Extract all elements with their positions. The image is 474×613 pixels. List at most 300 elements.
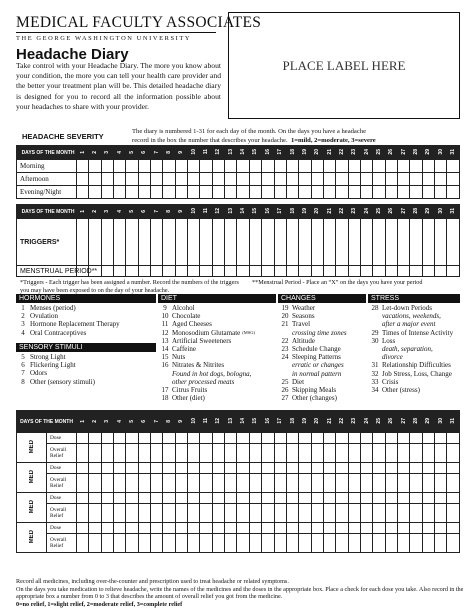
severity-cell-day-3[interactable] [101, 160, 113, 173]
dose-cell-day-2[interactable] [89, 493, 101, 504]
severity-cell-day-28[interactable] [410, 186, 422, 199]
dose-cell-day-18[interactable] [286, 463, 298, 474]
dose-cell-day-19[interactable] [299, 433, 311, 444]
trigger-cell-day-23[interactable] [348, 219, 360, 266]
dose-cell-day-4[interactable] [114, 463, 126, 474]
severity-cell-day-6[interactable] [138, 160, 150, 173]
severity-cell-day-20[interactable] [311, 160, 323, 173]
dose-cell-day-8[interactable] [163, 493, 175, 504]
severity-cell-day-14[interactable] [237, 186, 249, 199]
severity-cell-day-5[interactable] [126, 186, 138, 199]
dose-cell-day-27[interactable] [397, 523, 409, 534]
dose-cell-day-10[interactable] [188, 493, 200, 504]
dose-cell-day-11[interactable] [200, 433, 212, 444]
severity-cell-day-7[interactable] [151, 186, 163, 199]
severity-cell-day-14[interactable] [237, 160, 249, 173]
dose-cell-day-26[interactable] [385, 433, 397, 444]
relief-cell-day-12[interactable] [212, 444, 224, 463]
relief-cell-day-30[interactable] [434, 504, 446, 523]
dose-cell-day-27[interactable] [397, 463, 409, 474]
trigger-cell-day-22[interactable] [336, 219, 348, 266]
menstrual-cell-day-15[interactable] [249, 266, 261, 277]
relief-cell-day-4[interactable] [114, 444, 126, 463]
severity-cell-day-11[interactable] [200, 186, 212, 199]
severity-cell-day-18[interactable] [286, 173, 298, 186]
menstrual-cell-day-22[interactable] [336, 266, 348, 277]
severity-cell-day-3[interactable] [101, 173, 113, 186]
dose-cell-day-24[interactable] [360, 493, 372, 504]
menstrual-cell-day-26[interactable] [385, 266, 397, 277]
relief-cell-day-10[interactable] [188, 444, 200, 463]
dose-cell-day-9[interactable] [175, 493, 187, 504]
relief-cell-day-12[interactable] [212, 534, 224, 553]
severity-cell-day-13[interactable] [225, 173, 237, 186]
dose-cell-day-16[interactable] [262, 463, 274, 474]
dose-cell-day-13[interactable] [225, 493, 237, 504]
dose-cell-day-15[interactable] [249, 523, 261, 534]
trigger-cell-day-11[interactable] [200, 219, 212, 266]
relief-cell-day-20[interactable] [311, 534, 323, 553]
dose-cell-day-5[interactable] [126, 463, 138, 474]
menstrual-cell-day-24[interactable] [360, 266, 372, 277]
relief-cell-day-17[interactable] [274, 504, 286, 523]
dose-cell-day-21[interactable] [323, 493, 335, 504]
dose-cell-day-15[interactable] [249, 493, 261, 504]
dose-cell-day-13[interactable] [225, 433, 237, 444]
relief-cell-day-28[interactable] [410, 534, 422, 553]
relief-cell-day-26[interactable] [385, 444, 397, 463]
dose-cell-day-4[interactable] [114, 493, 126, 504]
relief-cell-day-5[interactable] [126, 534, 138, 553]
severity-cell-day-11[interactable] [200, 173, 212, 186]
menstrual-cell-day-30[interactable] [434, 266, 446, 277]
relief-cell-day-23[interactable] [348, 534, 360, 553]
trigger-cell-day-18[interactable] [286, 219, 298, 266]
dose-cell-day-10[interactable] [188, 433, 200, 444]
relief-cell-day-31[interactable] [447, 444, 460, 463]
dose-cell-day-24[interactable] [360, 523, 372, 534]
relief-cell-day-25[interactable] [373, 504, 385, 523]
relief-cell-day-15[interactable] [249, 534, 261, 553]
relief-cell-day-10[interactable] [188, 474, 200, 493]
menstrual-cell-day-17[interactable] [274, 266, 286, 277]
dose-cell-day-1[interactable] [77, 493, 89, 504]
relief-cell-day-3[interactable] [101, 534, 113, 553]
dose-cell-day-7[interactable] [151, 433, 163, 444]
relief-cell-day-28[interactable] [410, 444, 422, 463]
menstrual-cell-day-12[interactable] [212, 266, 224, 277]
severity-cell-day-30[interactable] [434, 173, 446, 186]
dose-cell-day-25[interactable] [373, 493, 385, 504]
severity-cell-day-29[interactable] [422, 173, 434, 186]
relief-cell-day-3[interactable] [101, 474, 113, 493]
menstrual-cell-day-10[interactable] [188, 266, 200, 277]
relief-cell-day-9[interactable] [175, 534, 187, 553]
severity-cell-day-4[interactable] [114, 186, 126, 199]
trigger-cell-day-25[interactable] [373, 219, 385, 266]
relief-cell-day-11[interactable] [200, 444, 212, 463]
severity-cell-day-15[interactable] [249, 173, 261, 186]
dose-cell-day-5[interactable] [126, 523, 138, 534]
relief-cell-day-27[interactable] [397, 444, 409, 463]
relief-cell-day-26[interactable] [385, 534, 397, 553]
severity-cell-day-26[interactable] [385, 173, 397, 186]
severity-cell-day-29[interactable] [422, 160, 434, 173]
dose-cell-day-20[interactable] [311, 463, 323, 474]
dose-cell-day-20[interactable] [311, 433, 323, 444]
menstrual-cell-day-13[interactable] [225, 266, 237, 277]
severity-cell-day-30[interactable] [434, 160, 446, 173]
dose-cell-day-7[interactable] [151, 493, 163, 504]
dose-cell-day-17[interactable] [274, 523, 286, 534]
dose-cell-day-12[interactable] [212, 523, 224, 534]
relief-cell-day-4[interactable] [114, 504, 126, 523]
relief-cell-day-27[interactable] [397, 534, 409, 553]
menstrual-cell-day-11[interactable] [200, 266, 212, 277]
severity-cell-day-16[interactable] [262, 160, 274, 173]
severity-cell-day-9[interactable] [175, 160, 187, 173]
trigger-cell-day-17[interactable] [274, 219, 286, 266]
dose-cell-day-31[interactable] [447, 493, 460, 504]
dose-cell-day-3[interactable] [101, 493, 113, 504]
relief-cell-day-24[interactable] [360, 444, 372, 463]
relief-cell-day-11[interactable] [200, 534, 212, 553]
menstrual-cell-day-28[interactable] [410, 266, 422, 277]
relief-cell-day-13[interactable] [225, 534, 237, 553]
dose-cell-day-29[interactable] [422, 493, 434, 504]
severity-cell-day-24[interactable] [360, 160, 372, 173]
dose-cell-day-25[interactable] [373, 463, 385, 474]
relief-cell-day-18[interactable] [286, 474, 298, 493]
relief-cell-day-22[interactable] [336, 534, 348, 553]
relief-cell-day-15[interactable] [249, 504, 261, 523]
relief-cell-day-21[interactable] [323, 534, 335, 553]
trigger-cell-day-20[interactable] [311, 219, 323, 266]
relief-cell-day-4[interactable] [114, 534, 126, 553]
relief-cell-day-25[interactable] [373, 474, 385, 493]
trigger-cell-day-26[interactable] [385, 219, 397, 266]
dose-cell-day-24[interactable] [360, 433, 372, 444]
trigger-cell-day-3[interactable] [101, 219, 113, 266]
trigger-cell-day-10[interactable] [188, 219, 200, 266]
dose-cell-day-1[interactable] [77, 523, 89, 534]
dose-cell-day-29[interactable] [422, 433, 434, 444]
dose-cell-day-2[interactable] [89, 433, 101, 444]
relief-cell-day-1[interactable] [77, 444, 89, 463]
relief-cell-day-9[interactable] [175, 504, 187, 523]
trigger-cell-day-29[interactable] [422, 219, 434, 266]
severity-cell-day-19[interactable] [299, 186, 311, 199]
dose-cell-day-17[interactable] [274, 493, 286, 504]
trigger-cell-day-31[interactable] [447, 219, 460, 266]
dose-cell-day-9[interactable] [175, 433, 187, 444]
relief-cell-day-30[interactable] [434, 534, 446, 553]
med-name-field[interactable] [17, 433, 47, 463]
dose-cell-day-19[interactable] [299, 493, 311, 504]
dose-cell-day-28[interactable] [410, 523, 422, 534]
menstrual-cell-day-3[interactable] [101, 266, 113, 277]
dose-cell-day-2[interactable] [89, 523, 101, 534]
relief-cell-day-19[interactable] [299, 444, 311, 463]
relief-cell-day-5[interactable] [126, 444, 138, 463]
trigger-cell-day-24[interactable] [360, 219, 372, 266]
menstrual-cell-day-5[interactable] [126, 266, 138, 277]
relief-cell-day-3[interactable] [101, 504, 113, 523]
relief-cell-day-5[interactable] [126, 474, 138, 493]
severity-cell-day-2[interactable] [89, 160, 101, 173]
relief-cell-day-21[interactable] [323, 504, 335, 523]
dose-cell-day-15[interactable] [249, 463, 261, 474]
severity-cell-day-7[interactable] [151, 173, 163, 186]
dose-cell-day-26[interactable] [385, 523, 397, 534]
dose-cell-day-14[interactable] [237, 463, 249, 474]
dose-cell-day-17[interactable] [274, 433, 286, 444]
dose-cell-day-6[interactable] [138, 523, 150, 534]
dose-cell-day-9[interactable] [175, 523, 187, 534]
trigger-cell-day-5[interactable] [126, 219, 138, 266]
severity-cell-day-12[interactable] [212, 186, 224, 199]
severity-cell-day-18[interactable] [286, 160, 298, 173]
relief-cell-day-11[interactable] [200, 504, 212, 523]
relief-cell-day-29[interactable] [422, 534, 434, 553]
dose-cell-day-20[interactable] [311, 493, 323, 504]
severity-cell-day-30[interactable] [434, 186, 446, 199]
relief-cell-day-21[interactable] [323, 474, 335, 493]
severity-cell-day-15[interactable] [249, 160, 261, 173]
relief-cell-day-13[interactable] [225, 474, 237, 493]
menstrual-cell-day-18[interactable] [286, 266, 298, 277]
relief-cell-day-18[interactable] [286, 444, 298, 463]
severity-cell-day-1[interactable] [77, 186, 89, 199]
severity-cell-day-9[interactable] [175, 173, 187, 186]
severity-cell-day-11[interactable] [200, 160, 212, 173]
relief-cell-day-17[interactable] [274, 474, 286, 493]
relief-cell-day-16[interactable] [262, 474, 274, 493]
dose-cell-day-29[interactable] [422, 463, 434, 474]
severity-cell-day-16[interactable] [262, 186, 274, 199]
dose-cell-day-25[interactable] [373, 433, 385, 444]
trigger-cell-day-30[interactable] [434, 219, 446, 266]
relief-cell-day-22[interactable] [336, 474, 348, 493]
relief-cell-day-14[interactable] [237, 474, 249, 493]
trigger-cell-day-12[interactable] [212, 219, 224, 266]
relief-cell-day-20[interactable] [311, 444, 323, 463]
trigger-cell-day-1[interactable] [77, 219, 89, 266]
dose-cell-day-6[interactable] [138, 433, 150, 444]
severity-cell-day-21[interactable] [323, 173, 335, 186]
dose-cell-day-1[interactable] [77, 463, 89, 474]
severity-cell-day-25[interactable] [373, 173, 385, 186]
relief-cell-day-26[interactable] [385, 474, 397, 493]
relief-cell-day-22[interactable] [336, 444, 348, 463]
dose-cell-day-3[interactable] [101, 463, 113, 474]
dose-cell-day-3[interactable] [101, 523, 113, 534]
relief-cell-day-31[interactable] [447, 474, 460, 493]
severity-cell-day-18[interactable] [286, 186, 298, 199]
severity-cell-day-23[interactable] [348, 173, 360, 186]
severity-cell-day-23[interactable] [348, 186, 360, 199]
dose-cell-day-14[interactable] [237, 433, 249, 444]
severity-cell-day-22[interactable] [336, 173, 348, 186]
severity-cell-day-1[interactable] [77, 160, 89, 173]
relief-cell-day-7[interactable] [151, 534, 163, 553]
dose-cell-day-1[interactable] [77, 433, 89, 444]
relief-cell-day-1[interactable] [77, 504, 89, 523]
relief-cell-day-30[interactable] [434, 474, 446, 493]
dose-cell-day-6[interactable] [138, 463, 150, 474]
severity-cell-day-27[interactable] [397, 186, 409, 199]
trigger-cell-day-27[interactable] [397, 219, 409, 266]
relief-cell-day-15[interactable] [249, 444, 261, 463]
relief-cell-day-16[interactable] [262, 504, 274, 523]
trigger-cell-day-7[interactable] [151, 219, 163, 266]
trigger-cell-day-16[interactable] [262, 219, 274, 266]
dose-cell-day-14[interactable] [237, 493, 249, 504]
dose-cell-day-24[interactable] [360, 463, 372, 474]
relief-cell-day-7[interactable] [151, 444, 163, 463]
relief-cell-day-12[interactable] [212, 474, 224, 493]
dose-cell-day-6[interactable] [138, 493, 150, 504]
relief-cell-day-6[interactable] [138, 504, 150, 523]
severity-cell-day-4[interactable] [114, 160, 126, 173]
relief-cell-day-6[interactable] [138, 534, 150, 553]
severity-cell-day-22[interactable] [336, 160, 348, 173]
dose-cell-day-30[interactable] [434, 433, 446, 444]
relief-cell-day-22[interactable] [336, 504, 348, 523]
relief-cell-day-7[interactable] [151, 504, 163, 523]
severity-cell-day-10[interactable] [188, 173, 200, 186]
menstrual-cell-day-16[interactable] [262, 266, 274, 277]
severity-cell-day-7[interactable] [151, 160, 163, 173]
dose-cell-day-13[interactable] [225, 463, 237, 474]
dose-cell-day-5[interactable] [126, 433, 138, 444]
relief-cell-day-14[interactable] [237, 444, 249, 463]
relief-cell-day-2[interactable] [89, 474, 101, 493]
dose-cell-day-12[interactable] [212, 463, 224, 474]
relief-cell-day-24[interactable] [360, 504, 372, 523]
severity-cell-day-9[interactable] [175, 186, 187, 199]
severity-cell-day-6[interactable] [138, 173, 150, 186]
dose-cell-day-3[interactable] [101, 433, 113, 444]
severity-cell-day-6[interactable] [138, 186, 150, 199]
severity-cell-day-24[interactable] [360, 173, 372, 186]
dose-cell-day-26[interactable] [385, 463, 397, 474]
trigger-cell-day-6[interactable] [138, 219, 150, 266]
dose-cell-day-11[interactable] [200, 463, 212, 474]
relief-cell-day-31[interactable] [447, 504, 460, 523]
dose-cell-day-21[interactable] [323, 463, 335, 474]
dose-cell-day-21[interactable] [323, 523, 335, 534]
relief-cell-day-27[interactable] [397, 504, 409, 523]
severity-cell-day-4[interactable] [114, 173, 126, 186]
relief-cell-day-19[interactable] [299, 504, 311, 523]
dose-cell-day-11[interactable] [200, 493, 212, 504]
menstrual-cell-day-14[interactable] [237, 266, 249, 277]
relief-cell-day-17[interactable] [274, 534, 286, 553]
menstrual-cell-day-9[interactable] [175, 266, 187, 277]
severity-cell-day-17[interactable] [274, 186, 286, 199]
severity-cell-day-28[interactable] [410, 173, 422, 186]
severity-cell-day-8[interactable] [163, 173, 175, 186]
severity-cell-day-19[interactable] [299, 160, 311, 173]
menstrual-cell-day-19[interactable] [299, 266, 311, 277]
relief-cell-day-19[interactable] [299, 474, 311, 493]
dose-cell-day-5[interactable] [126, 493, 138, 504]
relief-cell-day-2[interactable] [89, 534, 101, 553]
trigger-cell-day-9[interactable] [175, 219, 187, 266]
relief-cell-day-2[interactable] [89, 444, 101, 463]
relief-cell-day-4[interactable] [114, 474, 126, 493]
relief-cell-day-20[interactable] [311, 474, 323, 493]
trigger-cell-day-28[interactable] [410, 219, 422, 266]
relief-cell-day-15[interactable] [249, 474, 261, 493]
severity-cell-day-12[interactable] [212, 173, 224, 186]
severity-cell-day-8[interactable] [163, 160, 175, 173]
relief-cell-day-8[interactable] [163, 504, 175, 523]
menstrual-cell-day-29[interactable] [422, 266, 434, 277]
menstrual-cell-day-8[interactable] [163, 266, 175, 277]
relief-cell-day-5[interactable] [126, 504, 138, 523]
relief-cell-day-8[interactable] [163, 534, 175, 553]
dose-cell-day-4[interactable] [114, 523, 126, 534]
severity-cell-day-27[interactable] [397, 173, 409, 186]
relief-cell-day-24[interactable] [360, 474, 372, 493]
severity-cell-day-25[interactable] [373, 160, 385, 173]
relief-cell-day-13[interactable] [225, 444, 237, 463]
relief-cell-day-10[interactable] [188, 504, 200, 523]
relief-cell-day-8[interactable] [163, 474, 175, 493]
dose-cell-day-23[interactable] [348, 463, 360, 474]
dose-cell-day-10[interactable] [188, 523, 200, 534]
dose-cell-day-8[interactable] [163, 433, 175, 444]
dose-cell-day-16[interactable] [262, 493, 274, 504]
relief-cell-day-2[interactable] [89, 504, 101, 523]
trigger-cell-day-15[interactable] [249, 219, 261, 266]
severity-cell-day-15[interactable] [249, 186, 261, 199]
dose-cell-day-18[interactable] [286, 433, 298, 444]
relief-cell-day-28[interactable] [410, 504, 422, 523]
severity-cell-day-31[interactable] [447, 186, 460, 199]
dose-cell-day-31[interactable] [447, 463, 460, 474]
dose-cell-day-7[interactable] [151, 523, 163, 534]
dose-cell-day-18[interactable] [286, 523, 298, 534]
dose-cell-day-31[interactable] [447, 433, 460, 444]
relief-cell-day-31[interactable] [447, 534, 460, 553]
severity-cell-day-31[interactable] [447, 173, 460, 186]
relief-cell-day-11[interactable] [200, 474, 212, 493]
relief-cell-day-23[interactable] [348, 444, 360, 463]
severity-cell-day-26[interactable] [385, 160, 397, 173]
severity-cell-day-21[interactable] [323, 160, 335, 173]
relief-cell-day-17[interactable] [274, 444, 286, 463]
relief-cell-day-23[interactable] [348, 474, 360, 493]
relief-cell-day-7[interactable] [151, 474, 163, 493]
dose-cell-day-7[interactable] [151, 463, 163, 474]
dose-cell-day-25[interactable] [373, 523, 385, 534]
menstrual-cell-day-21[interactable] [323, 266, 335, 277]
severity-cell-day-10[interactable] [188, 160, 200, 173]
severity-cell-day-8[interactable] [163, 186, 175, 199]
dose-cell-day-23[interactable] [348, 433, 360, 444]
dose-cell-day-2[interactable] [89, 463, 101, 474]
trigger-cell-day-21[interactable] [323, 219, 335, 266]
relief-cell-day-25[interactable] [373, 444, 385, 463]
relief-cell-day-18[interactable] [286, 534, 298, 553]
dose-cell-day-29[interactable] [422, 523, 434, 534]
dose-cell-day-22[interactable] [336, 493, 348, 504]
dose-cell-day-27[interactable] [397, 493, 409, 504]
severity-cell-day-5[interactable] [126, 160, 138, 173]
